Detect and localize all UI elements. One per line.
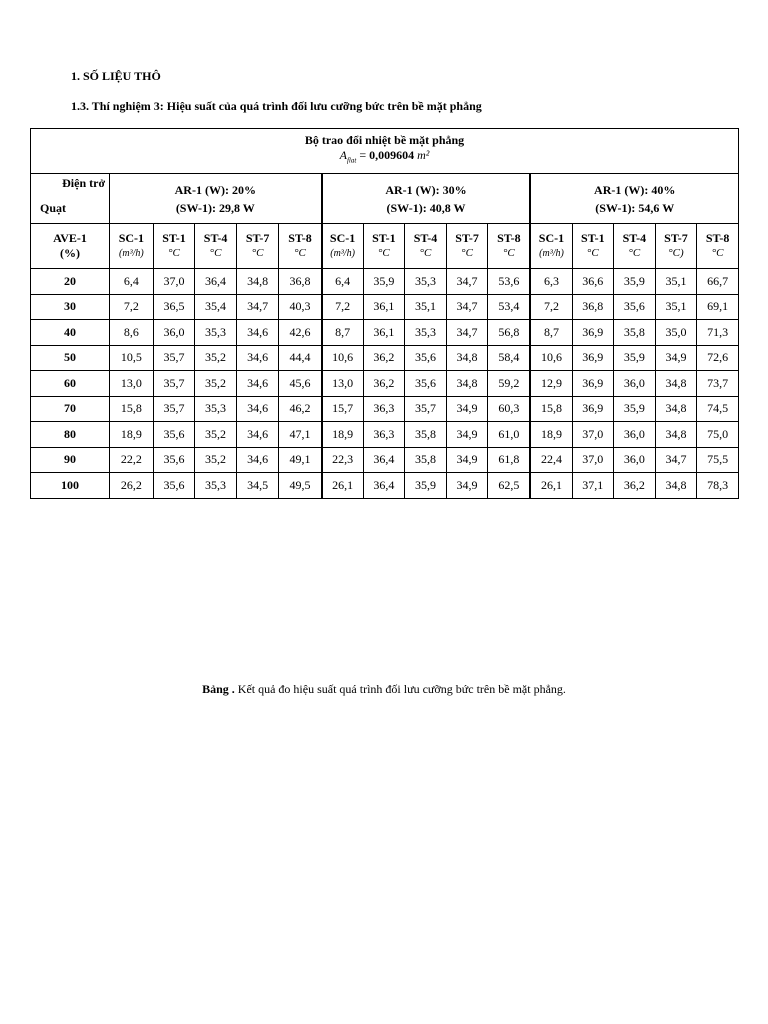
table-row (31, 371, 739, 397)
table-cell: 66,7 (697, 269, 739, 295)
subcolumn-label: ST-4 (203, 231, 228, 245)
subcolumn-header-row (31, 224, 739, 269)
table-cell: 37,0 (572, 447, 614, 473)
table-cell: 42,6 (279, 320, 322, 346)
table-cell: 36,9 (572, 396, 614, 422)
table-title-cell (31, 129, 739, 174)
row-label-ave: 60 (31, 371, 110, 397)
subcolumn-header (322, 224, 364, 269)
table-cell: 8,7 (530, 320, 572, 346)
subcolumn-label: ST-7 (455, 231, 479, 245)
table-cell: 7,2 (110, 294, 154, 320)
row-label-ave: 100 (31, 473, 110, 499)
table-cell: 34,9 (446, 447, 488, 473)
table-cell: 22,2 (110, 447, 154, 473)
row-label-ave: 50 (31, 345, 110, 371)
table-cell: 60,3 (488, 396, 531, 422)
subcolumn-label: ST-1 (162, 231, 186, 245)
table-cell: 75,5 (697, 447, 739, 473)
table-row (31, 473, 739, 499)
row-label-ave: 70 (31, 396, 110, 422)
table-cell: 34,8 (446, 345, 488, 371)
subcolumn-header (614, 224, 656, 269)
table-row (31, 269, 739, 295)
subcolumn-label: ST-8 (497, 231, 521, 245)
table-cell: 45,6 (279, 371, 322, 397)
row-label-ave: 20 (31, 269, 110, 295)
group-header-3: AR-1 (W): 40% (SW-1): 54,6 W (530, 174, 738, 224)
table-cell: 40,3 (279, 294, 322, 320)
table-cell: 36,4 (195, 269, 237, 295)
table-cell: 36,9 (572, 320, 614, 346)
table-cell: 34,7 (446, 269, 488, 295)
table-cell: 34,6 (236, 422, 279, 448)
subcolumn-label: ST-8 (288, 231, 312, 245)
table-cell: 61,8 (488, 447, 531, 473)
subcolumn-header (110, 224, 154, 269)
table-cell: 35,6 (405, 371, 447, 397)
subcolumn-unit: (m³/h) (119, 248, 144, 259)
corner-label-resistor: Điện trở (62, 176, 106, 190)
section-title: 1. SỐ LIỆU THÔ (71, 69, 161, 83)
table-cell: 36,8 (572, 294, 614, 320)
table-cell: 35,2 (195, 345, 237, 371)
table-cell: 36,9 (572, 371, 614, 397)
table-cell: 34,7 (446, 294, 488, 320)
table-cell: 36,4 (363, 473, 405, 499)
table-cell: 7,2 (530, 294, 572, 320)
table-cell: 34,5 (236, 473, 279, 499)
table-cell: 10,6 (530, 345, 572, 371)
table-cell: 59,2 (488, 371, 531, 397)
caption-label: Bảng . (202, 682, 235, 696)
table-row (31, 422, 739, 448)
subcolumn-label: ST-1 (372, 231, 396, 245)
table-cell: 34,7 (236, 294, 279, 320)
table-cell: 61,0 (488, 422, 531, 448)
subcolumn-header (363, 224, 405, 269)
table-cell: 35,2 (195, 371, 237, 397)
subcolumn-header (488, 224, 531, 269)
table-cell: 34,6 (236, 320, 279, 346)
table-cell: 35,3 (195, 396, 237, 422)
table-cell: 72,6 (697, 345, 739, 371)
subcolumn-unit: °C (168, 247, 180, 259)
table-cell: 35,6 (405, 345, 447, 371)
table-cell: 35,3 (195, 473, 237, 499)
group-header-1: AR-1 (W): 20% (SW-1): 29,8 W (110, 174, 322, 224)
subcolumn-header (195, 224, 237, 269)
table-cell: 6,4 (322, 269, 364, 295)
table-cell: 34,9 (446, 473, 488, 499)
table-cell: 34,7 (446, 320, 488, 346)
table-row (31, 320, 739, 346)
table-cell: 35,6 (153, 447, 195, 473)
table-cell: 36,0 (153, 320, 195, 346)
table-cell: 36,3 (363, 396, 405, 422)
table-title: Bộ trao đổi nhiệt bề mặt phẳng (304, 133, 465, 148)
table-cell: 62,5 (488, 473, 531, 499)
subcolumn-label: SC-1 (329, 231, 356, 245)
table-cell: 36,0 (614, 371, 656, 397)
table-cell: 36,2 (614, 473, 656, 499)
subcolumn-unit: °C (586, 247, 599, 259)
table-cell: 35,6 (153, 422, 195, 448)
table-cell: 35,1 (405, 294, 447, 320)
table-cell: 36,0 (614, 422, 656, 448)
subcolumn-unit: °C (503, 247, 515, 259)
table-title-row (31, 129, 739, 174)
table-cell: 35,9 (405, 473, 447, 499)
table-cell: 35,2 (195, 447, 237, 473)
table-cell: 35,3 (195, 320, 237, 346)
table-cell: 18,9 (322, 422, 364, 448)
table-cell: 56,8 (488, 320, 531, 346)
table-cell: 36,2 (363, 371, 405, 397)
subcolumn-unit: °C (461, 247, 473, 259)
subcolumn-header (530, 224, 572, 269)
corner-header-cell (31, 174, 110, 224)
table-cell: 35,3 (405, 320, 447, 346)
caption-text: Kết quả đo hiệu suất quá trình đối lưu cưỡng bức trên bề mặt phẳng. (234, 682, 566, 696)
table-cell: 26,1 (322, 473, 364, 499)
subcolumn-label: ST-1 (581, 231, 605, 245)
subcolumn-unit: °C) (668, 247, 684, 259)
table-cell: 35,7 (405, 396, 447, 422)
table-cell: 37,1 (572, 473, 614, 499)
table-cell: 34,9 (446, 396, 488, 422)
table-cell: 36,3 (363, 422, 405, 448)
table-cell: 35,9 (614, 345, 656, 371)
group-header-2: AR-1 (W): 30% (SW-1): 40,8 W (322, 174, 531, 224)
table-cell: 15,8 (110, 396, 154, 422)
table-cell: 15,7 (322, 396, 364, 422)
row-label-ave: 40 (31, 320, 110, 346)
table-cell: 35,1 (655, 294, 697, 320)
table-cell: 8,6 (110, 320, 154, 346)
table-cell: 34,9 (446, 422, 488, 448)
table-cell: 49,5 (279, 473, 322, 499)
subcolumn-header (572, 224, 614, 269)
subcolumn-header (697, 224, 739, 269)
subcolumn-unit: (m³/h) (330, 248, 355, 259)
corner-label-fan: Quạt (40, 201, 67, 215)
table-cell: 13,0 (110, 371, 154, 397)
table-cell: 34,8 (655, 422, 697, 448)
table-cell: 26,2 (110, 473, 154, 499)
table-cell: 18,9 (110, 422, 154, 448)
table-cell: 36,1 (363, 320, 405, 346)
table-cell: 36,8 (279, 269, 322, 295)
table-cell: 35,7 (153, 371, 195, 397)
table-cell: 36,9 (572, 345, 614, 371)
table-cell: 74,5 (697, 396, 739, 422)
subcolumn-unit: °C (711, 247, 724, 259)
table-cell: 35,0 (655, 320, 697, 346)
table-cell: 18,9 (530, 422, 572, 448)
subcolumn-label: ST-8 (705, 231, 730, 245)
table-cell: 34,8 (655, 473, 697, 499)
table-cell: 34,8 (655, 371, 697, 397)
subcolumn-label: ST-7 (245, 231, 270, 245)
table-cell: 35,8 (405, 422, 447, 448)
subcolumn-header (279, 224, 322, 269)
table-cell: 26,1 (530, 473, 572, 499)
results-table (30, 128, 739, 499)
table-cell: 58,4 (488, 345, 531, 371)
table-cell: 37,0 (572, 422, 614, 448)
table-cell: 35,2 (195, 422, 237, 448)
table-cell: 35,8 (614, 320, 656, 346)
table-cell: 44,4 (279, 345, 322, 371)
table-cell: 34,9 (655, 345, 697, 371)
table-cell: 7,2 (322, 294, 364, 320)
subcolumn-unit: °C (419, 247, 432, 259)
table-cell: 10,6 (322, 345, 364, 371)
table-cell: 36,4 (363, 447, 405, 473)
subcolumn-header (236, 224, 279, 269)
subcolumn-label: SC-1 (118, 231, 145, 245)
table-cell: 34,7 (655, 447, 697, 473)
table-cell: 22,3 (322, 447, 364, 473)
table-cell: 36,6 (572, 269, 614, 295)
table-cell: 35,7 (153, 396, 195, 422)
table-cell: 71,3 (697, 320, 739, 346)
table-cell: 78,3 (697, 473, 739, 499)
table-cell: 34,6 (236, 371, 279, 397)
table-cell: 22,4 (530, 447, 572, 473)
subcolumn-unit: °C (209, 247, 222, 259)
table-cell: 36,1 (363, 294, 405, 320)
table-cell: 35,1 (655, 269, 697, 295)
row-label-ave: 80 (31, 422, 110, 448)
table-cell: 35,6 (614, 294, 656, 320)
table-cell: 35,3 (405, 269, 447, 295)
subcolumn-unit: °C (294, 247, 306, 259)
subsection-title: 1.3. Thí nghiệm 3: Hiệu suất của quá trình đối lưu cưỡng bức trên bề mặt phẳng (71, 99, 482, 113)
table-row (31, 345, 739, 371)
subcolumn-header (446, 224, 488, 269)
table-cell: 36,0 (614, 447, 656, 473)
area-formula: $A_{flat} = 0,009604$ m² (339, 148, 430, 165)
table-cell: 15,8 (530, 396, 572, 422)
subcolumn-label: ST-4 (622, 231, 647, 245)
table-caption (0, 682, 768, 697)
table-cell: 35,6 (153, 473, 195, 499)
subcolumn-label: ST-4 (413, 231, 438, 245)
table-row (31, 396, 739, 422)
table-cell: 75,0 (697, 422, 739, 448)
table-cell: 35,4 (195, 294, 237, 320)
table-cell: 6,4 (110, 269, 154, 295)
table-cell: 34,8 (655, 396, 697, 422)
table-cell: 36,2 (363, 345, 405, 371)
table-row (31, 294, 739, 320)
table-cell: 34,6 (236, 345, 279, 371)
table-cell: 49,1 (279, 447, 322, 473)
row-header-cell: AVE-1 (%) (31, 224, 110, 269)
table-cell: 35,9 (363, 269, 405, 295)
table-cell: 35,9 (614, 396, 656, 422)
table-cell: 34,6 (236, 396, 279, 422)
table-cell: 37,0 (153, 269, 195, 295)
table-row (31, 447, 739, 473)
table-cell: 8,7 (322, 320, 364, 346)
table-cell: 36,5 (153, 294, 195, 320)
subcolumn-label: SC-1 (538, 231, 565, 245)
table-cell: 12,9 (530, 371, 572, 397)
table-cell: 35,7 (153, 345, 195, 371)
table-cell: 34,6 (236, 447, 279, 473)
subcolumn-header (405, 224, 447, 269)
row-label-ave: 30 (31, 294, 110, 320)
table-cell: 69,1 (697, 294, 739, 320)
table-cell: 35,8 (405, 447, 447, 473)
row-label-ave: 90 (31, 447, 110, 473)
subcolumn-header (655, 224, 697, 269)
subcolumn-header (153, 224, 195, 269)
table-cell: 46,2 (279, 396, 322, 422)
table-cell: 6,3 (530, 269, 572, 295)
subcolumn-unit: (m³/h) (539, 248, 564, 259)
subcolumn-unit: °C (378, 247, 390, 259)
table-cell: 10,5 (110, 345, 154, 371)
table-cell: 47,1 (279, 422, 322, 448)
table-cell: 34,8 (236, 269, 279, 295)
subcolumn-label: ST-7 (664, 231, 688, 245)
table-cell: 13,0 (322, 371, 364, 397)
table-cell: 53,6 (488, 269, 531, 295)
group-header-row (31, 174, 739, 224)
table-cell: 35,9 (614, 269, 656, 295)
table-cell: 73,7 (697, 371, 739, 397)
subcolumn-unit: °C (251, 247, 264, 259)
subcolumn-unit: °C (628, 247, 641, 259)
table-cell: 53,4 (488, 294, 531, 320)
table-cell: 34,8 (446, 371, 488, 397)
